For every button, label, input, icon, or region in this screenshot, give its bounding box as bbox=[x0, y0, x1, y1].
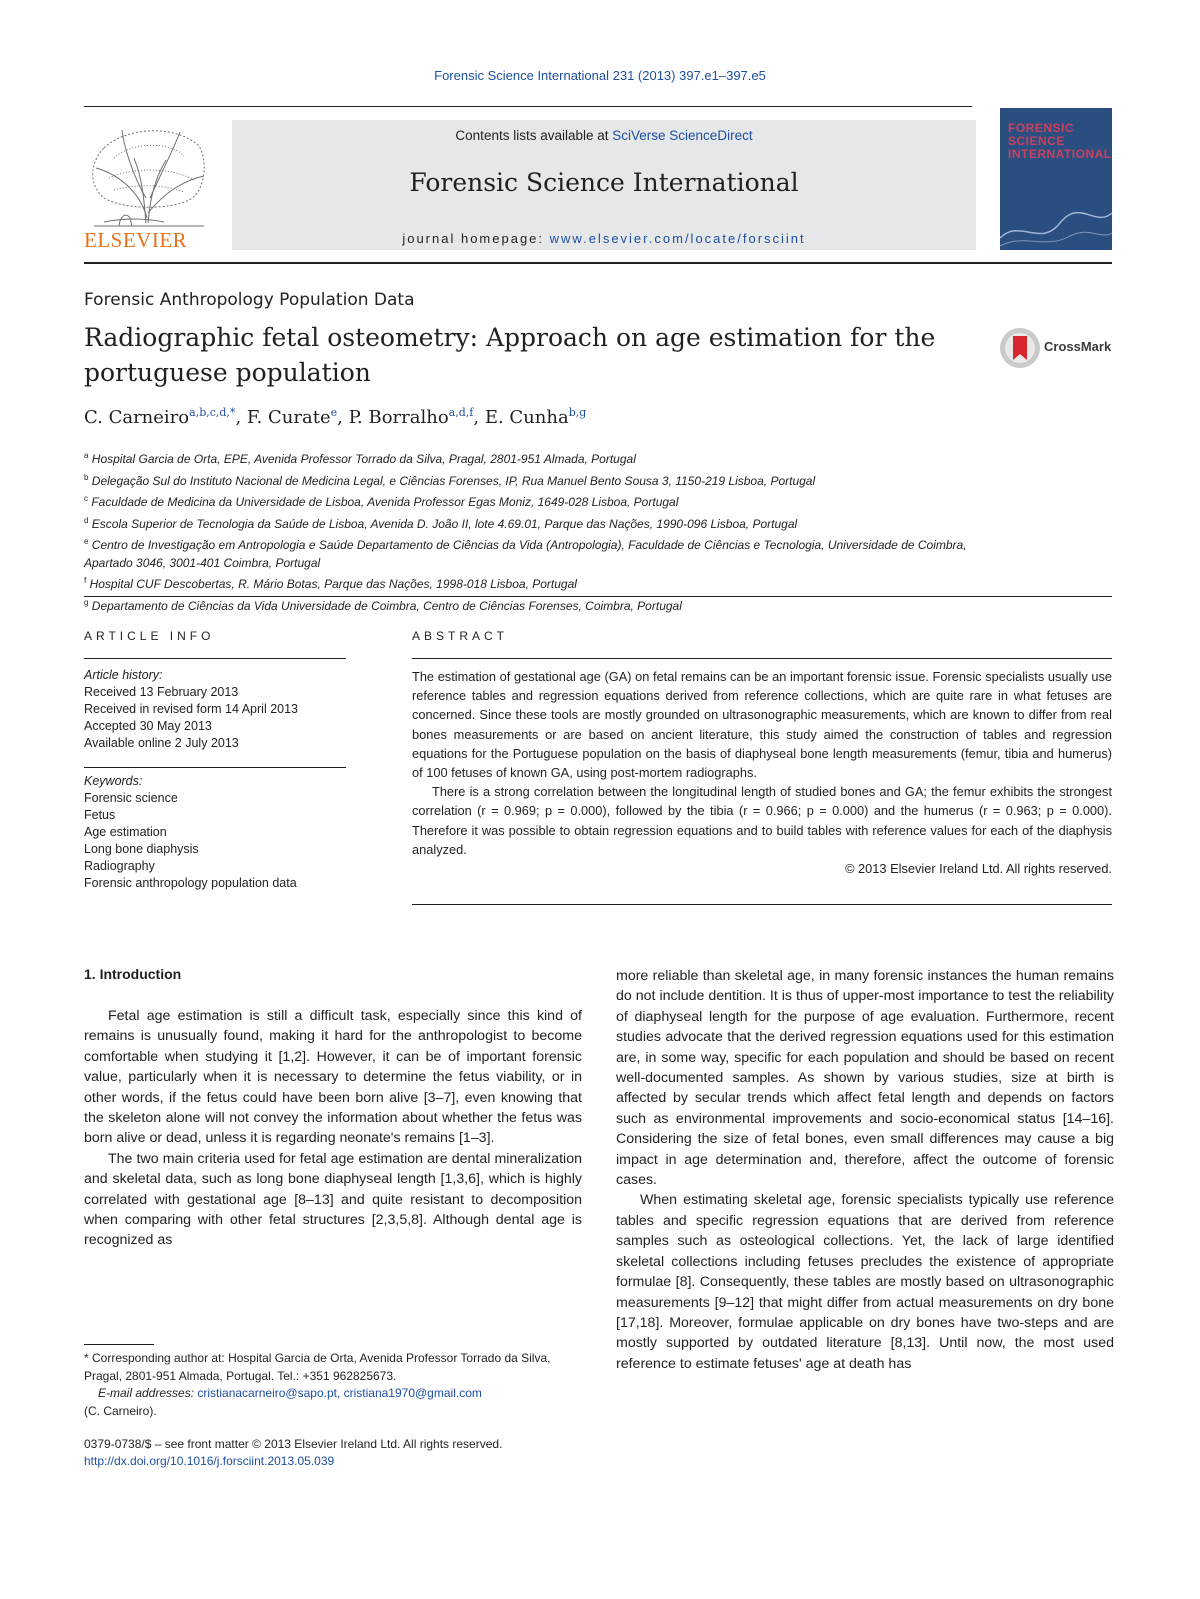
homepage-prefix: journal homepage: bbox=[402, 231, 550, 246]
abstract-end-rule bbox=[412, 904, 1112, 905]
author-name[interactable]: P. Borralho bbox=[348, 407, 449, 428]
affiliation-text: Escola Superior de Tecnologia da Saúde de Lisboa, Avenida D. João II, lote 4.69.01, Parque das Nações, 1990-096 Lisboa, Portugal bbox=[91, 516, 798, 531]
affiliation bbox=[84, 512, 984, 534]
front-matter bbox=[84, 1436, 502, 1470]
author bbox=[349, 407, 485, 428]
cover-artwork-icon bbox=[1000, 178, 1112, 250]
email-links[interactable]: cristianacarneiro@sapo.pt, cristiana1970@gmail.com bbox=[197, 1386, 482, 1400]
crossmark-icon bbox=[998, 326, 1042, 370]
author bbox=[84, 407, 247, 428]
keywords-rule bbox=[84, 767, 346, 768]
article-info-heading: ARTICLE INFO bbox=[84, 629, 215, 643]
body-column-right bbox=[616, 966, 1114, 1374]
body-paragraph: The two main criteria used for fetal age estimation are dental mineralization and skeletal data, such as long bone diaphyseal length [1,3,6], which is highly correlated with gestational age [8–13] and quite resistant to decomposition when comparing with other fetal structures [2,3,5,8]. Although dental age is recognized as bbox=[84, 1150, 582, 1249]
keywords-label: Keywords: bbox=[84, 774, 143, 788]
article-title: Radiographic fetal osteometry: Approach on age estimation for the portuguese population bbox=[84, 323, 936, 387]
history-item: Accepted 30 May 2013 bbox=[84, 719, 212, 733]
author-affiliation-marks[interactable]: e bbox=[330, 406, 338, 419]
history-item: Available online 2 July 2013 bbox=[84, 736, 239, 750]
body-paragraph: Fetal age estimation is still a difficult task, especially since this kind of remains is unusually found, making it hard for the anthropologist to become comfortable when studying it [1,2]. However, it can be of important forensic value, particularly when it is necessary to determine the fetus viability, or in other words, if the fetus could have been born alive [3–7], even knowing that the skeleton alone will not convey the information about whether the fetus was born alive or dead, unless it is regarding neonate's remains [1–3]. bbox=[84, 1008, 582, 1147]
abstract-paragraph: There is a strong correlation between the longitudinal length of studied bones and GA; the femur exhibits the strongest correlation (r = 0.969; p = 0.000), followed by the tibia (r = 0.966; p = 0.000) and the humerus (r = 0.963; p = 0.000). Therefore it was possible to obtain regression equations and to build tables with reference values for each of the diaphysis analyzed. bbox=[412, 784, 1112, 857]
affiliation-key: g bbox=[84, 597, 89, 607]
keyword[interactable]: Forensic anthropology population data bbox=[84, 876, 297, 890]
journal-homepage bbox=[232, 231, 976, 246]
section-heading-introduction: 1. Introduction bbox=[84, 966, 182, 982]
masthead bbox=[232, 120, 976, 250]
keyword[interactable]: Fetus bbox=[84, 808, 116, 822]
keyword[interactable]: Forensic science bbox=[84, 791, 178, 805]
affiliation-text: Hospital CUF Descobertas, R. Mário Botas, Parque das Nações, 1998-018 Lisboa, Portugal bbox=[89, 577, 577, 591]
author-affiliation-marks[interactable]: a,d,f bbox=[448, 406, 474, 419]
affiliation-key: c bbox=[84, 494, 88, 503]
abstract-heading: ABSTRACT bbox=[412, 629, 509, 643]
masthead-rule bbox=[84, 262, 1112, 264]
keyword[interactable]: Long bone diaphysis bbox=[84, 842, 199, 856]
issn-line: 0379-0738/$ – see front matter © 2013 Elsevier Ireland Ltd. All rights reserved. bbox=[84, 1437, 503, 1451]
body-paragraph: When estimating skeletal age, forensic specialists typically use reference tables and specific regression equations that are derived from reference samples such as osteological collections. Yet, the lack of large identified skeletal collections including fetuses precludes the existence of appropriate formulae [8]. Consequently, these tables are mostly based on ultrasonographic measurements [9–12] that might differ from actual measurements on dry bone [17,18]. Moreover, formulae applicable on dry bones have two-steps and are mostly supported by outdated literature [8,13]. Until now, the most used reference to estimate fetuses' age at death has bbox=[616, 1192, 1114, 1372]
affiliation-text: Departamento de Ciências da Vida Universidade de Coimbra, Centro de Ciências Forenses, Coimbra, Portugal bbox=[91, 598, 682, 613]
journal-title: Forensic Science International bbox=[409, 168, 799, 197]
elsevier-wordmark: ELSEVIER bbox=[84, 228, 188, 252]
affiliation-list bbox=[84, 447, 984, 615]
affiliation bbox=[84, 533, 984, 572]
affiliation bbox=[84, 572, 984, 594]
running-header[interactable]: Forensic Science International 231 (2013) 397.e1–397.e5 bbox=[434, 68, 766, 83]
affiliation-key: f bbox=[84, 576, 87, 585]
journal-cover-thumbnail[interactable] bbox=[1000, 108, 1112, 250]
footnote-emails bbox=[84, 1385, 582, 1403]
crossmark-badge[interactable] bbox=[998, 326, 1118, 370]
history-label: Article history: bbox=[84, 668, 163, 682]
affiliation bbox=[84, 447, 984, 469]
affiliation-key: e bbox=[84, 537, 89, 546]
body-column-left bbox=[84, 1006, 582, 1251]
keyword[interactable]: Radiography bbox=[84, 859, 155, 873]
history-item: Received 13 February 2013 bbox=[84, 685, 239, 699]
article-history bbox=[84, 667, 298, 752]
author-affiliation-marks[interactable]: b,g bbox=[568, 406, 587, 419]
affiliation-text: Faculdade de Medicina da Universidade de Lisboa, Avenida Professor Egas Moniz, 1649-028 Lisboa, Portugal bbox=[91, 495, 679, 509]
author-list bbox=[84, 406, 586, 428]
abstract-copyright: © 2013 Elsevier Ireland Ltd. All rights reserved. bbox=[845, 861, 1112, 877]
doi-link[interactable]: http://dx.doi.org/10.1016/j.forsciint.2013.05.039 bbox=[84, 1454, 335, 1468]
abstract-paragraph: The estimation of gestational age (GA) on fetal remains can be an important forensic issue. Forensic specialists usually use reference tables and regression equations derived from reference collections, which are quite rare in what fetuses are concerned. Since these tools are mostly grounded on ultrasonographic measurements, which are known to differ from real bones measurements or are based on ancient literature, this study aimed the construction of tables and regression equations for the Portuguese population on the basis of diaphyseal bone length measurements (femur, tibia and humerus) of 100 fetuses of known GA, using post-mortem radiographs. bbox=[412, 669, 1112, 781]
contents-line bbox=[232, 128, 976, 143]
homepage-link[interactable]: www.elsevier.com/locate/forsciint bbox=[549, 231, 806, 246]
keyword[interactable]: Age estimation bbox=[84, 825, 167, 839]
article-section: Forensic Anthropology Population Data bbox=[84, 290, 415, 310]
body-paragraph: more reliable than skeletal age, in many forensic instances the human remains do not include dentition. It is thus of upper-most importance to test the reliability of diaphyseal length for the purpose of age evaluation. Furthermore, recent studies advocate that the derived regression equations used for this estimation are, in some way, specific for each population and should be based on recent well-documented samples. As shown by various studies, size at birth is affected by secular trends which affect fetal length and depends on factors such as environmental improvements and socio-economical status [14–16]. Considering the size of fetal bones, even small differences may cause a big impact in age determination and, therefore, affect the outcome of forensic cases. bbox=[616, 968, 1114, 1189]
history-item: Received in revised form 14 April 2013 bbox=[84, 702, 299, 716]
affiliation-key: d bbox=[84, 515, 89, 525]
author-affiliation-marks[interactable]: a,b,c,d,* bbox=[189, 406, 236, 419]
author bbox=[485, 407, 586, 428]
author-name[interactable]: E. Cunha bbox=[484, 407, 569, 428]
author-separator: , bbox=[337, 407, 349, 428]
keywords bbox=[84, 773, 297, 892]
affiliation bbox=[84, 490, 984, 512]
contents-prefix: Contents lists available at bbox=[455, 128, 613, 143]
affiliation-rule bbox=[84, 596, 1112, 597]
abstract-rule bbox=[412, 658, 1112, 659]
author-separator: , bbox=[235, 407, 247, 428]
footnote-rule bbox=[84, 1344, 154, 1345]
affiliation-text: Hospital Garcia de Orta, EPE, Avenida Professor Torrado da Silva, Pragal, 2801-951 Almada, Portugal bbox=[91, 452, 636, 466]
corresponding-author-footnote bbox=[84, 1350, 582, 1420]
author-name[interactable]: F. Curate bbox=[246, 407, 331, 428]
affiliation-text: Centro de Investigação em Antropologia e Saúde Departamento de Ciências da Vida (Antropologia), Faculdade de Ciências e Tecnologia, Universidade de Coimbra, Apartado 3046, 3001-401 Coimbra, Portugal bbox=[84, 538, 967, 570]
sciencedirect-link[interactable]: SciVerse ScienceDirect bbox=[612, 128, 753, 143]
abstract bbox=[412, 667, 1112, 878]
footnote-corresponding: * Corresponding author at: Hospital Garcia de Orta, Avenida Professor Torrado da Silva, Pragal, 2801-951 Almada, Portugal. Tel.: +351 962825673. bbox=[84, 1351, 551, 1383]
author bbox=[247, 407, 349, 428]
email-owner: (C. Carneiro). bbox=[84, 1403, 157, 1418]
email-label: E-mail addresses: bbox=[98, 1386, 198, 1400]
crossmark-label: CrossMark bbox=[1044, 339, 1112, 354]
affiliation-text: Delegação Sul do Instituto Nacional de Medicina Legal, e Ciências Forenses, IP, Rua Manuel Bento Sousa 3, 1150-219 Lisboa, Portugal bbox=[91, 473, 816, 488]
header-rule bbox=[84, 106, 972, 107]
affiliation-key: b bbox=[84, 472, 89, 482]
author-name[interactable]: C. Carneiro bbox=[84, 407, 190, 428]
cover-title: FORENSIC SCIENCE INTERNATIONAL bbox=[1008, 121, 1112, 161]
affiliation bbox=[84, 469, 984, 491]
affiliation-key: a bbox=[84, 451, 89, 460]
article-info-rule bbox=[84, 658, 346, 659]
author-separator: , bbox=[473, 407, 485, 428]
